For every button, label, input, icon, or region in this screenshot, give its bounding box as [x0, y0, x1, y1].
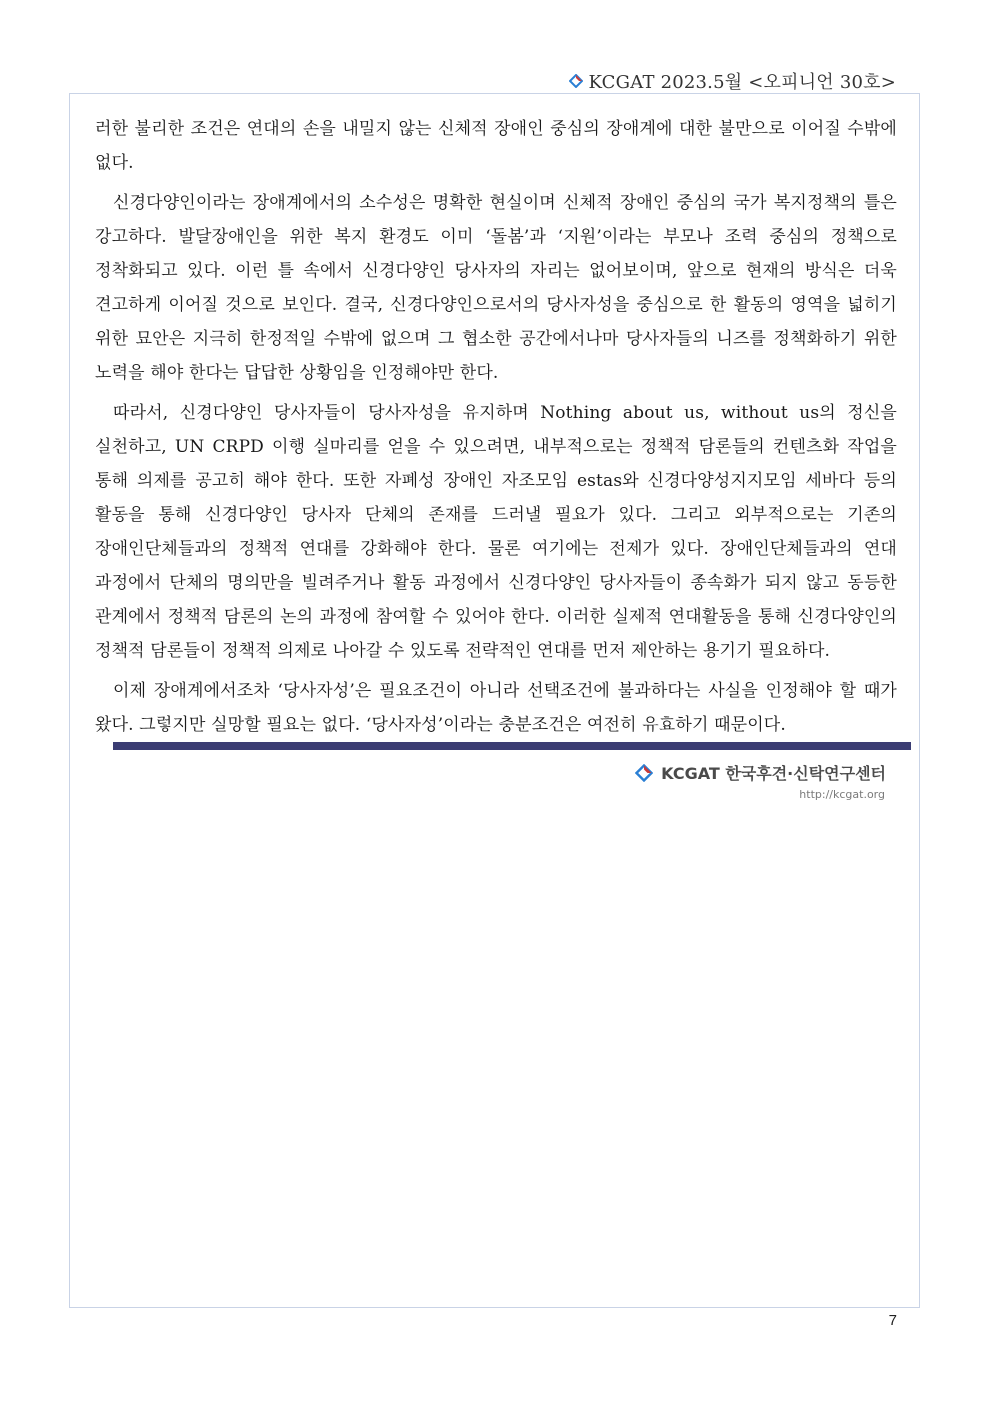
paragraph: 따라서, 신경다양인 당사자들이 당사자성을 유지하며 Nothing about us, without us의 정신을 실천하고, UN CRPD 이행 실마리를 얻을 수 있으려면, 내부적으로는 정책적 담론들의 컨텐츠화 작업을 통해 의제를 공고히 해야 한다. 또한 자폐성 장애인 자조모임 estas와 신경다양성지지모임 세바다 등의 활동을 통해 신경다양인 당사자 단체의 존재를 드러낼 필요가 있다. 그리고 외부적으로는 기존의 장애인단체들과의 정책적 연대를 강화해야 한다. 물론 여기에는 전제가 있다. 장애인단체들과의 연대 과정에서 단체의 명의만을 빌려주거나 활동 과정에서 신경다양인 당사자들이 종속화가 되지 않고 동등한 관계에서 정책적 담론의 논의 과정에 참여할 수 있어야 한다. 이러한 실제적 연대활동을 통해 신경다양인의 정책적 담론들이 정책적 의제로 나아갈 수 있도록 전략적인 연대를 먼저 제안하는 용기기 필요하다. — [95, 403, 897, 661]
page-header — [569, 68, 896, 94]
diamond-logo-icon — [635, 764, 653, 782]
org-url[interactable]: http://kcgat.org — [799, 788, 885, 801]
diamond-logo-icon — [569, 74, 583, 88]
paragraph: 신경다양인이라는 장애계에서의 소수성은 명확한 현실이며 신체적 장애인 중심의 국가 복지정책의 틀은 강고하다. 발달장애인을 위한 복지 환경도 이미 ‘돌봄’과 ‘지원’이라는 부모나 조력 중심의 정책으로 정착화되고 있다. 이런 틀 속에서 신경다양인 당사자의 자리는 없어보이며, 앞으로 현재의 방식은 더욱 견고하게 이어질 것으로 보인다. 결국, 신경다양인으로서의 당사자성을 중심으로 한 활동의 영역을 넓히기 위한 묘안은 지극히 한정적일 수밖에 없으며 그 협소한 공간에서나마 당사자들의 니즈를 정책화하기 위한 노력을 해야 한다는 답답한 상황임을 인정해야만 한다. — [95, 193, 897, 383]
org-signature — [635, 761, 886, 784]
page-number: 7 — [888, 1312, 897, 1329]
paragraph: 이제 장애계에서조차 ‘당사자성’은 필요조건이 아니라 선택조건에 불과하다는 사실을 인정해야 할 때가 왔다. 그렇지만 실망할 필요는 없다. ‘당사자성’이라는 충분조건은 여전히 유효하기 때문이다. — [95, 681, 897, 735]
org-name: KCGAT 한국후견·신탁연구센터 — [661, 764, 886, 783]
header-title: KCGAT 2023.5월 <오피니언 30호> — [588, 72, 896, 93]
paragraph-continuation: 러한 불리한 조건은 연대의 손을 내밀지 않는 신체적 장애인 중심의 장애계에 대한 불만으로 이어질 수밖에 없다. — [95, 119, 897, 173]
article-body — [95, 112, 897, 748]
footer-divider-bar — [113, 742, 911, 750]
